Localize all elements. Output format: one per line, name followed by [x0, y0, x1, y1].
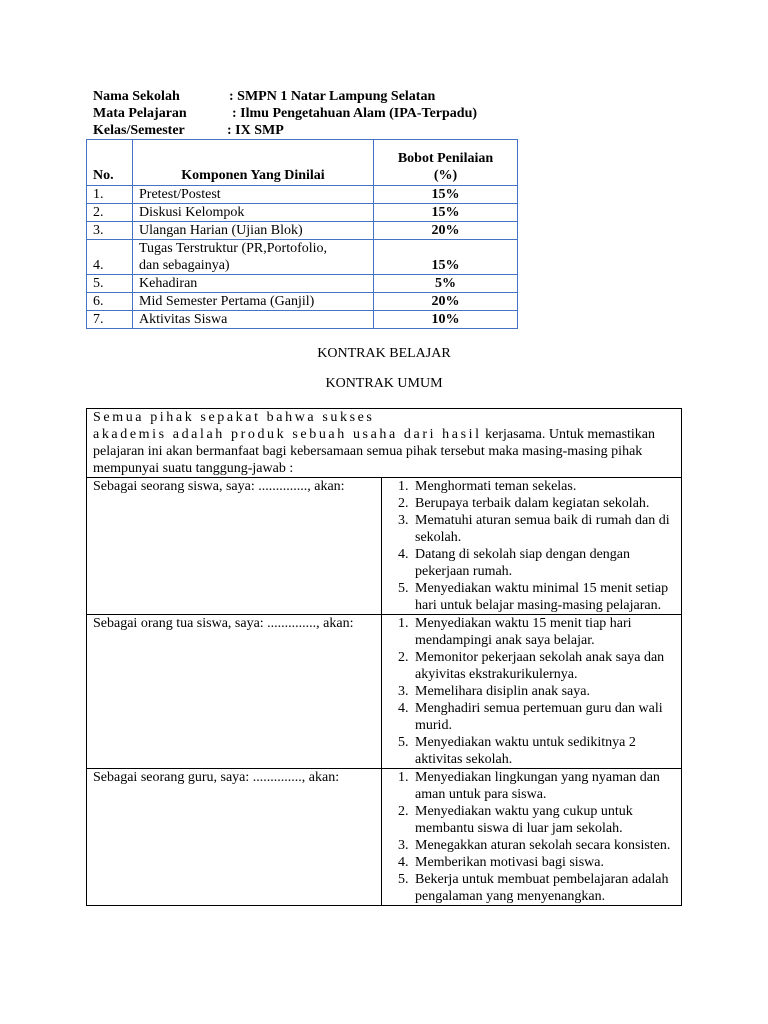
table-header-row	[87, 140, 518, 186]
party-obligations	[382, 769, 682, 906]
column-header-weight	[374, 140, 518, 186]
row-weight: 15%	[374, 186, 518, 204]
party-label: Sebagai orang tua siswa, saya: .............., akan:	[87, 615, 382, 769]
row-weight: 15%	[374, 240, 518, 275]
list-item: 3. Menegakkan aturan sekolah secara konsisten.	[412, 837, 675, 854]
obligation-list	[388, 615, 675, 768]
obligation-list	[388, 769, 675, 905]
document-header	[93, 88, 477, 139]
row-number: 5.	[87, 275, 133, 293]
header-row-class	[93, 122, 477, 139]
header-label: Nama Sekolah	[93, 89, 180, 104]
row-number: 4.	[87, 240, 133, 275]
contract-row-teacher	[87, 769, 682, 906]
component-line: Tugas Terstruktur (PR,Portofolio,	[139, 241, 328, 256]
list-item: 4. Menghadiri semua pertemuan guru dan wali murid.	[412, 700, 675, 734]
list-item: 2. Menyediakan waktu yang cukup untuk membantu siswa di luar jam sekolah.	[412, 803, 675, 837]
row-weight: 20%	[374, 222, 518, 240]
list-item: 1. Menyediakan lingkungan yang nyaman dan aman untuk para siswa.	[412, 769, 675, 803]
contract-intro-row	[87, 409, 682, 478]
title-kontrak-belajar: KONTRAK BELAJAR	[317, 346, 451, 361]
header-label: Kelas/Semester	[93, 123, 185, 138]
list-item: 2. Berupaya terbaik dalam kegiatan sekolah.	[412, 495, 675, 512]
intro-text: kerjasama. Untuk memastikan pelajaran ini akan bermanfaat bagi kebersamaan semua pihak tersebut maka masing-masing pihak mempunyai suatu tanggung-jawab :	[93, 427, 656, 476]
header-row-school	[93, 88, 477, 105]
assessment-table	[86, 139, 518, 329]
row-component	[133, 240, 374, 275]
header-value: : Ilmu Pengetahuan Alam (IPA-Terpadu)	[232, 106, 478, 121]
list-item: 4. Datang di sekolah siap dengan dengan pekerjaan rumah.	[412, 546, 675, 580]
weight-header-unit: (%)	[433, 168, 458, 183]
party-obligations	[382, 615, 682, 769]
header-value: : SMPN 1 Natar Lampung Selatan	[229, 89, 436, 104]
header-row-subject	[93, 105, 477, 122]
table-row	[87, 240, 518, 275]
row-weight: 20%	[374, 293, 518, 311]
row-component: Pretest/Postest	[133, 186, 374, 204]
row-number: 1.	[87, 186, 133, 204]
list-item: 2. Memonitor pekerjaan sekolah anak saya dan akyivitas ekstrakurikulernya.	[412, 649, 675, 683]
row-weight: 5%	[374, 275, 518, 293]
component-line: dan sebagainya)	[139, 258, 230, 273]
intro-spaced-text: akademis adalah produk sebuah usaha dari hasil	[93, 427, 482, 442]
contract-row-parent	[87, 615, 682, 769]
row-weight: 10%	[374, 311, 518, 329]
list-item: 3. Mematuhi aturan semua baik di rumah dan di sekolah.	[412, 512, 675, 546]
party-label: Sebagai seorang siswa, saya: .............., akan:	[87, 478, 382, 615]
table-row	[87, 222, 518, 240]
header-label: Mata Pelajaran	[93, 106, 187, 121]
title-kontrak-umum: KONTRAK UMUM	[325, 376, 443, 391]
obligation-list	[388, 478, 675, 614]
table-row	[87, 275, 518, 293]
column-header-component: Komponen Yang Dinilai	[133, 140, 374, 186]
list-item: 4. Memberikan motivasi bagi siswa.	[412, 854, 675, 871]
table-row	[87, 186, 518, 204]
list-item: 5. Menyediakan waktu untuk sedikitnya 2 aktivitas sekolah.	[412, 734, 675, 768]
row-number: 6.	[87, 293, 133, 311]
row-component: Mid Semester Pertama (Ganjil)	[133, 293, 374, 311]
party-label: Sebagai seorang guru, saya: .............., akan:	[87, 769, 382, 906]
table-row	[87, 293, 518, 311]
list-item: 5. Bekerja untuk membuat pembelajaran adalah pengalaman yang menyenangkan.	[412, 871, 675, 905]
weight-header-line: Bobot Penilaian	[397, 151, 494, 166]
row-weight: 15%	[374, 204, 518, 222]
row-number: 2.	[87, 204, 133, 222]
list-item: 1. Menyediakan waktu 15 menit tiap hari mendampingi anak saya belajar.	[412, 615, 675, 649]
row-number: 3.	[87, 222, 133, 240]
intro-spaced-text: Semua pihak sepakat bahwa sukses	[93, 410, 375, 425]
column-header-no: No.	[87, 140, 133, 186]
contract-intro	[87, 409, 682, 478]
row-component: Ulangan Harian (Ujian Blok)	[133, 222, 374, 240]
list-item: 1. Menghormati teman sekelas.	[412, 478, 675, 495]
row-component: Aktivitas Siswa	[133, 311, 374, 329]
table-row	[87, 204, 518, 222]
header-value: : IX SMP	[227, 123, 284, 138]
list-item: 5. Menyediakan waktu minimal 15 menit setiap hari untuk belajar masing-masing pelajaran.	[412, 580, 675, 614]
list-item: 3. Memelihara disiplin anak saya.	[412, 683, 675, 700]
table-row	[87, 311, 518, 329]
row-number: 7.	[87, 311, 133, 329]
row-component: Diskusi Kelompok	[133, 204, 374, 222]
party-obligations	[382, 478, 682, 615]
contract-row-student	[87, 478, 682, 615]
contract-table	[86, 408, 682, 906]
row-component: Kehadiran	[133, 275, 374, 293]
